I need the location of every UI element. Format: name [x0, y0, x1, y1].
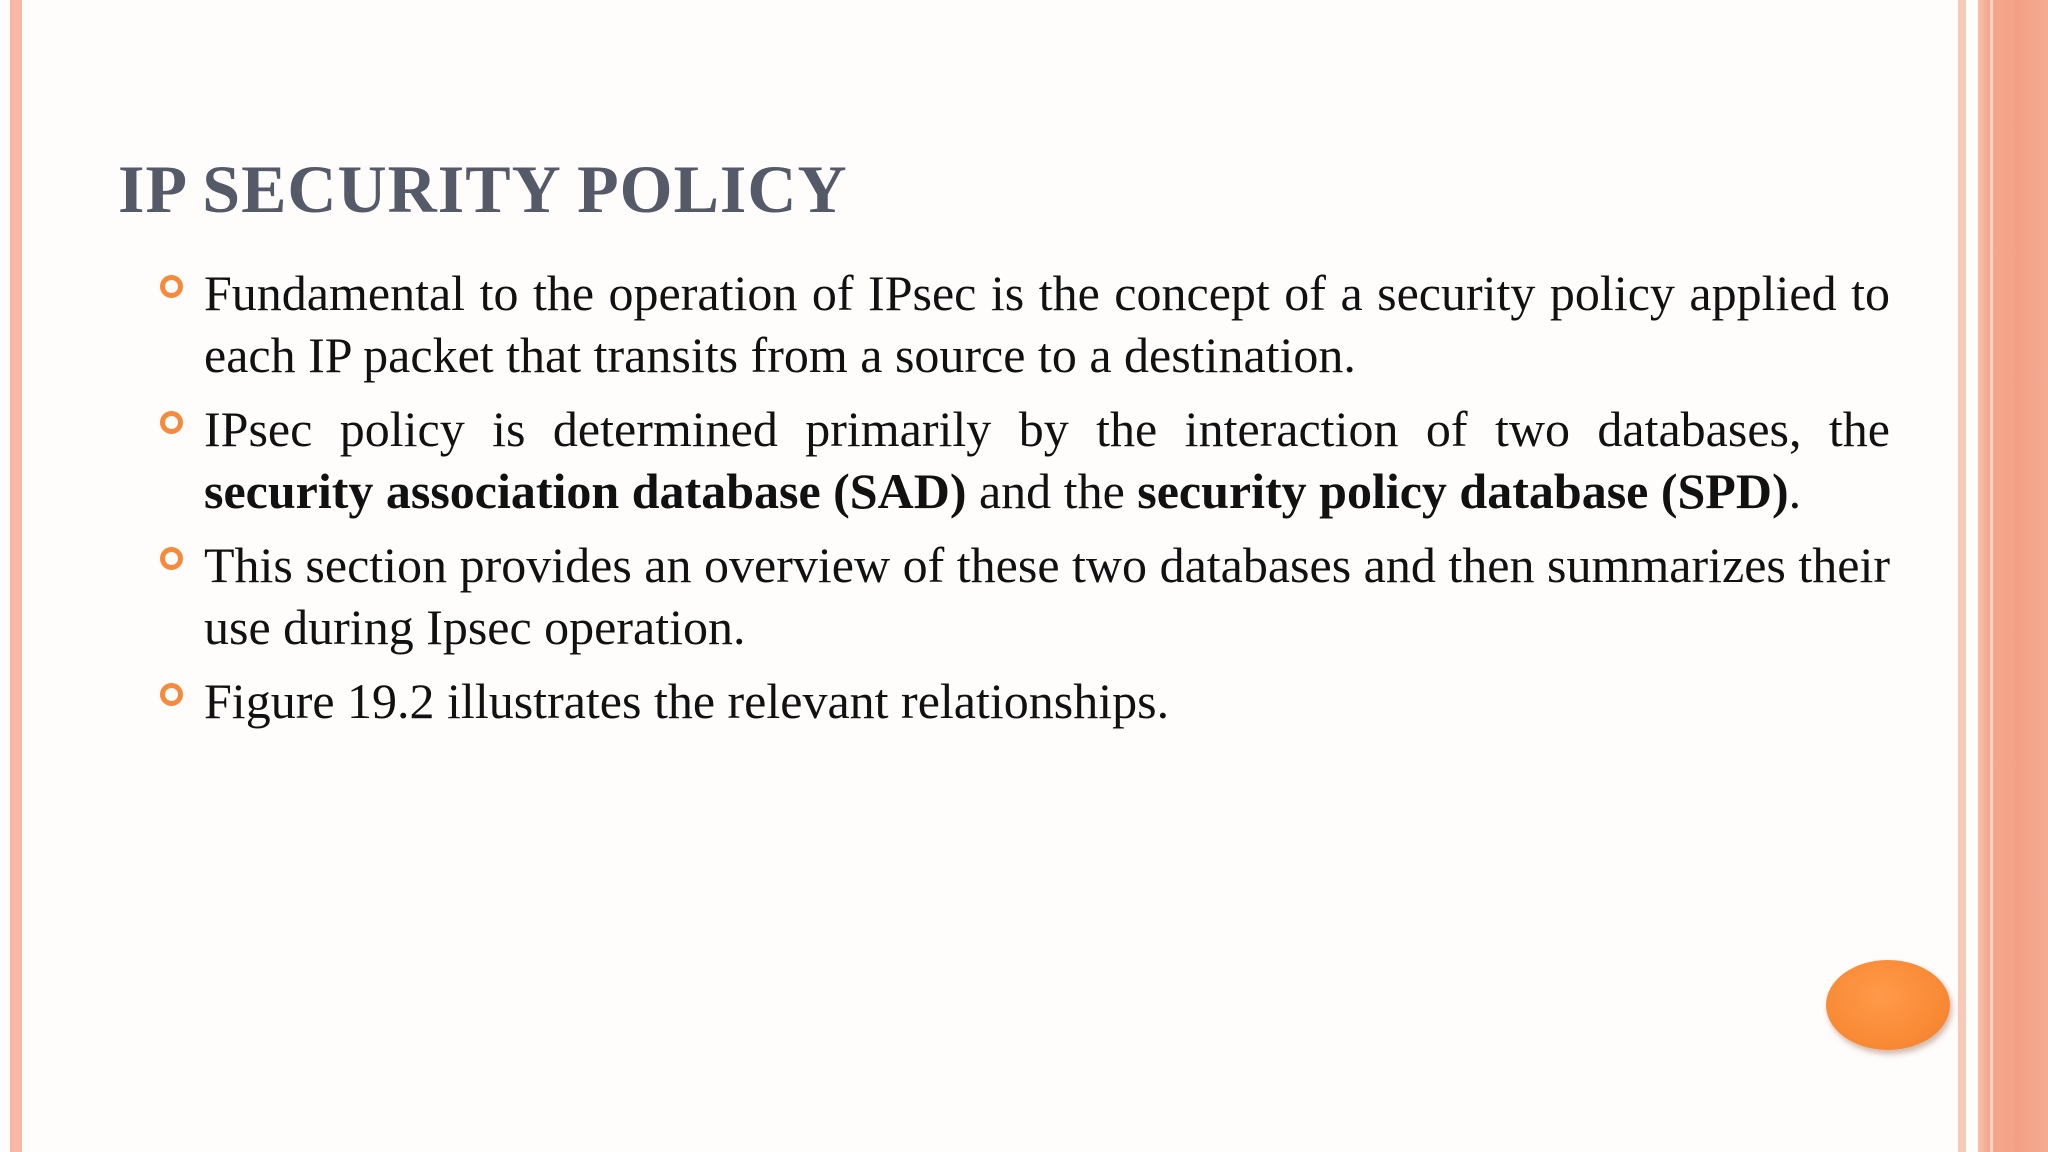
bullet-item [160, 398, 1890, 522]
slide-title: IP SECURITY POLICY [118, 151, 848, 227]
bullet-text [204, 265, 1890, 383]
bullet-list [160, 262, 1890, 744]
bullet-item [160, 262, 1890, 386]
bullet-segment: and the [966, 463, 1138, 519]
bullet-text [204, 401, 1890, 519]
bullet-circle-icon [160, 547, 183, 570]
bullet-bold-term-sad: security association database (SAD) [204, 463, 967, 519]
bullet-text [204, 537, 1890, 655]
bullet-circle-icon [160, 411, 183, 434]
bullet-segment: . [1788, 463, 1802, 519]
bullet-segment: IPsec policy is determined primarily by the interaction of two databases, the [204, 401, 1890, 457]
bullet-segment: Figure 19.2 illustrates the relevant relationships. [204, 673, 1170, 729]
left-border-decoration [10, 0, 22, 1152]
right-band-highlight [1990, 0, 1993, 1152]
bullet-circle-icon [160, 683, 183, 706]
bullet-segment: Fundamental to the operation of IPsec is the concept of a security policy applied to each IP packet that transits from a source to a destination. [204, 265, 1890, 383]
right-band-decoration [1978, 0, 2048, 1152]
next-slide-button[interactable] [1826, 960, 1950, 1050]
right-stripe-decoration [1958, 0, 1966, 1152]
bullet-text [204, 673, 1169, 729]
bullet-circle-icon [160, 275, 183, 298]
bullet-bold-term-spd: security policy database (SPD) [1137, 463, 1789, 519]
bullet-item [160, 534, 1890, 658]
bullet-segment: This section provides an overview of these two databases and then summarizes their use during Ipsec operation. [204, 537, 1890, 655]
bullet-item [160, 670, 1890, 732]
